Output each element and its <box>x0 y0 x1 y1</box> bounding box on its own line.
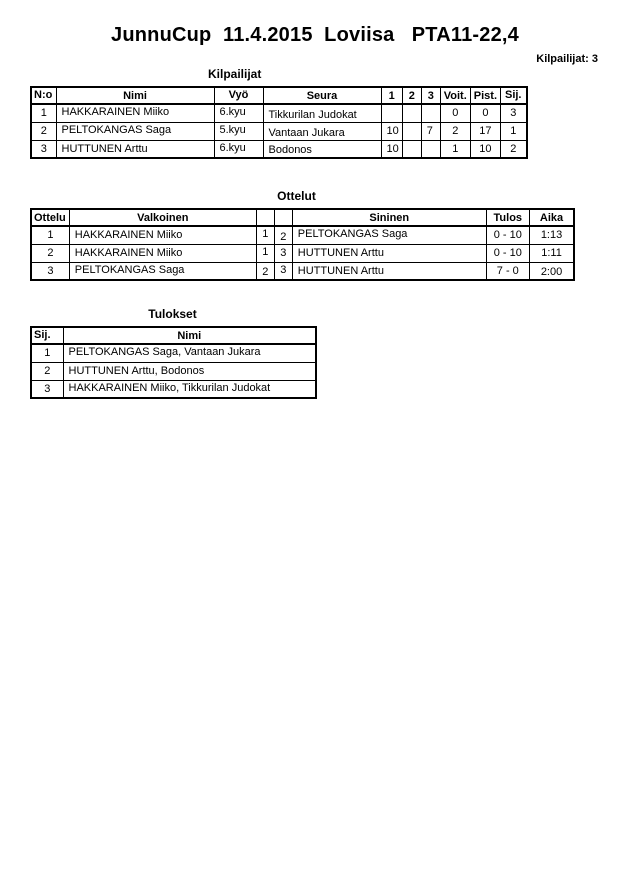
cell-aika: 1:13 <box>529 226 574 244</box>
cell-nro: 1 <box>31 104 56 122</box>
col-header-tulos: Tulos <box>486 209 529 226</box>
cell-sij: 1 <box>31 344 63 362</box>
section-heading-kilpailijat: Kilpailijat <box>208 67 262 81</box>
col-header-sij: Sij. <box>501 87 527 104</box>
cell-voit: 0 <box>440 104 470 122</box>
table-row <box>31 122 527 140</box>
cell-seura: Vantaan Jukara <box>263 122 381 140</box>
cell-blue-number: 2 <box>274 226 292 244</box>
cell-vyo: 5.kyu <box>214 122 263 140</box>
col-header-white-number <box>256 209 274 226</box>
cell-sij: 3 <box>31 380 63 398</box>
cell-aika: 2:00 <box>529 262 574 280</box>
col-header-seura: Seura <box>263 87 381 104</box>
cell-seura: Tikkurilan Judokat <box>263 104 381 122</box>
cell-blue-number: 3 <box>274 262 292 280</box>
cell-nimi: PELTOKANGAS Saga <box>56 122 214 140</box>
table-row <box>31 362 316 380</box>
ottelut-table <box>30 208 575 281</box>
cell-valkoinen: HAKKARAINEN Miiko <box>69 244 256 262</box>
cell-nimi: HUTTUNEN Arttu, Bodonos <box>63 362 316 380</box>
competitor-count: Kilpailijat: 3 <box>536 53 598 65</box>
cell-sij: 1 <box>501 122 527 140</box>
cell-score-1: 10 <box>381 122 402 140</box>
cell-sij: 2 <box>501 140 527 158</box>
cell-ottelu: 1 <box>31 226 69 244</box>
cell-score-3 <box>421 104 440 122</box>
kilpailijat-header-row <box>31 87 527 104</box>
cell-pist: 0 <box>470 104 500 122</box>
cell-sininen: HUTTUNEN Arttu <box>292 262 486 280</box>
col-header-nimi: Nimi <box>63 327 316 344</box>
col-header-ottelu: Ottelu <box>31 209 69 226</box>
col-header-vyo: Vyö <box>214 87 263 104</box>
col-header-sij: Sij. <box>31 327 63 344</box>
cell-white-number: 1 <box>256 244 274 262</box>
col-header-voit: Voit. <box>440 87 470 104</box>
table-row <box>31 140 527 158</box>
cell-sininen: PELTOKANGAS Saga <box>292 226 486 244</box>
kilpailijat-table <box>30 86 528 159</box>
cell-nimi: HUTTUNEN Arttu <box>56 140 214 158</box>
tulokset-table <box>30 326 317 399</box>
col-header-nro: N:o <box>31 87 56 104</box>
table-row <box>31 344 316 362</box>
cell-score-3 <box>421 140 440 158</box>
cell-score-2 <box>402 122 421 140</box>
cell-tulos: 7 - 0 <box>486 262 529 280</box>
cell-score-1 <box>381 104 402 122</box>
cell-tulos: 0 - 10 <box>486 244 529 262</box>
cell-tulos: 0 - 10 <box>486 226 529 244</box>
cell-valkoinen: HAKKARAINEN Miiko <box>69 226 256 244</box>
cell-sij: 3 <box>501 104 527 122</box>
section-heading-ottelut: Ottelut <box>277 189 316 203</box>
tulokset-header-row <box>31 327 316 344</box>
cell-score-2 <box>402 140 421 158</box>
col-header-aika: Aika <box>529 209 574 226</box>
cell-blue-number: 3 <box>274 244 292 262</box>
cell-pist: 17 <box>470 122 500 140</box>
cell-aika: 1:11 <box>529 244 574 262</box>
page-title: JunnuCup 11.4.2015 Loviisa PTA11-22,4 <box>111 24 519 46</box>
cell-score-3: 7 <box>421 122 440 140</box>
cell-white-number: 2 <box>256 262 274 280</box>
cell-nimi: HAKKARAINEN Miiko, Tikkurilan Judokat <box>63 380 316 398</box>
cell-vyo: 6.kyu <box>214 140 263 158</box>
cell-sij: 2 <box>31 362 63 380</box>
section-heading-tulokset: Tulokset <box>148 307 197 321</box>
col-header-pist: Pist. <box>470 87 500 104</box>
table-row <box>31 226 574 244</box>
table-row <box>31 380 316 398</box>
table-row <box>31 262 574 280</box>
cell-seura: Bodonos <box>263 140 381 158</box>
cell-score-1: 10 <box>381 140 402 158</box>
ottelut-header-row <box>31 209 574 226</box>
col-header-nimi: Nimi <box>56 87 214 104</box>
cell-vyo: 6.kyu <box>214 104 263 122</box>
cell-voit: 2 <box>440 122 470 140</box>
col-header-3: 3 <box>421 87 440 104</box>
col-header-sininen: Sininen <box>292 209 486 226</box>
cell-nro: 2 <box>31 122 56 140</box>
table-row <box>31 244 574 262</box>
cell-valkoinen: PELTOKANGAS Saga <box>69 262 256 280</box>
cell-nro: 3 <box>31 140 56 158</box>
table-row <box>31 104 527 122</box>
cell-score-2 <box>402 104 421 122</box>
cell-pist: 10 <box>470 140 500 158</box>
col-header-1: 1 <box>381 87 402 104</box>
cell-nimi: PELTOKANGAS Saga, Vantaan Jukara <box>63 344 316 362</box>
col-header-2: 2 <box>402 87 421 104</box>
cell-ottelu: 2 <box>31 244 69 262</box>
cell-white-number: 1 <box>256 226 274 244</box>
cell-sininen: HUTTUNEN Arttu <box>292 244 486 262</box>
cell-voit: 1 <box>440 140 470 158</box>
cell-nimi: HAKKARAINEN Miiko <box>56 104 214 122</box>
col-header-blue-number <box>274 209 292 226</box>
cell-ottelu: 3 <box>31 262 69 280</box>
col-header-valkoinen: Valkoinen <box>69 209 256 226</box>
